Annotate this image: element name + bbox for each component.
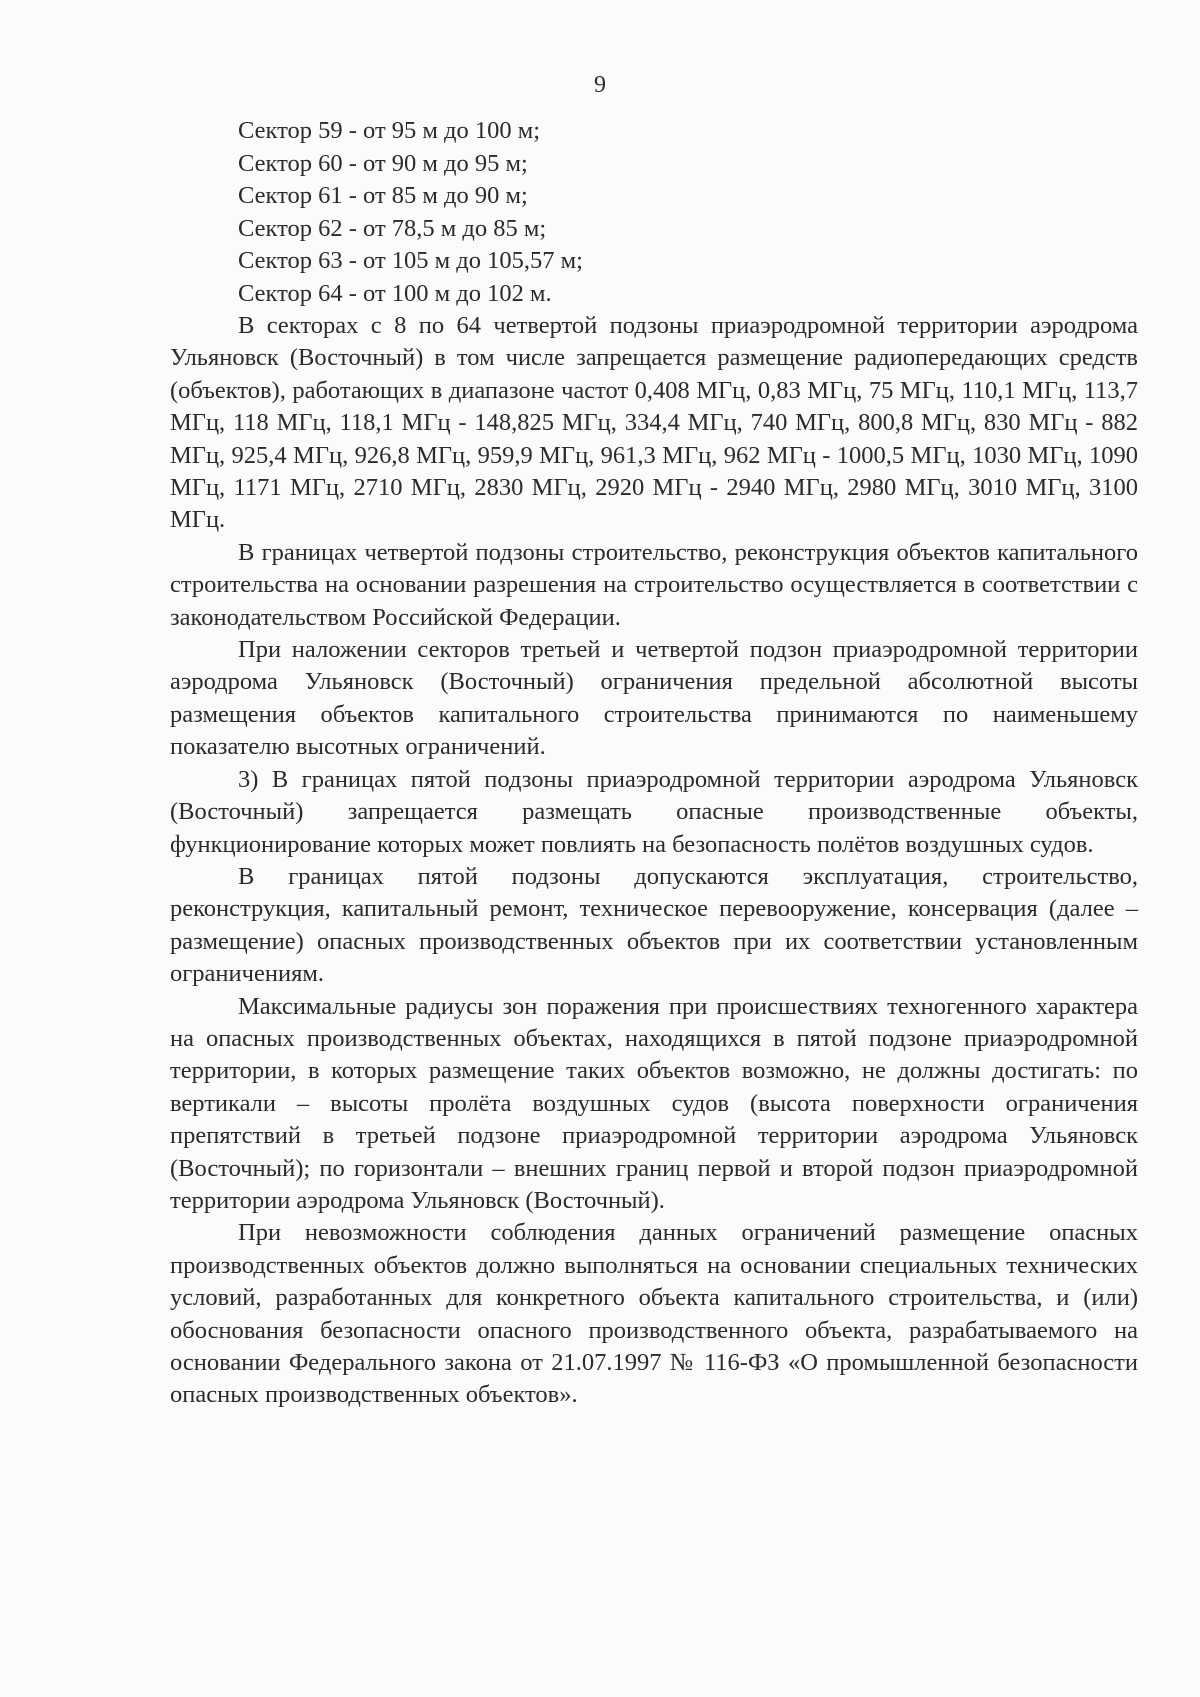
page-number: 9: [594, 72, 606, 98]
paragraph-construction-fourth-subzone: В границах четвертой подзоны строительство, реконструкция объектов капитального строительства на основании разрешения на строительство осуществляется в соответствии с законодательством Российской Федерации.: [170, 538, 1138, 631]
paragraph-damage-radii: Максимальные радиусы зон поражения при происшествиях техногенного характера на опасных производственных объектах, находящихся в пятой подзоне приаэродромной территории, в которых размещение таких объектов возможно, не должны достигать: по вертикали – высоты пролёта воздушных судов (высота поверхности ограничения препятствий в третьей подзоне приаэродромной территории аэродрома Ульяновск (Восточный); по горизонтали – внешних границ первой и второй подзон приаэродромной территории аэродрома Ульяновск (Восточный).: [170, 992, 1138, 1214]
paragraph-fifth-subzone-allowed: В границах пятой подзоны допускаются эксплуатация, строительство, реконструкция, капитальный ремонт, техническое перевооружение, консервация (далее – размещение) опасных производственных объектов при их соответствии установленным ограничениям.: [170, 862, 1138, 988]
paragraph-special-conditions: При невозможности соблюдения данных ограничений размещение опасных производственных объектов должно выполняться на основании специальных технических условий, разработанных для конкретного объекта капитального строительства, и (или) обоснования безопасности опасного производственного объекта, разрабатываемого на основании Федерального закона от 21.07.1997 № 116-ФЗ «О промышленной безопасности опасных производственных объектов».: [170, 1219, 1138, 1409]
sector-item-61: Сектор 61 - от 85 м до 90 м;: [238, 182, 528, 209]
sector-list: [238, 115, 583, 310]
sector-item-62: Сектор 62 - от 78,5 м до 85 м;: [238, 214, 547, 242]
sector-item-64: Сектор 64 - от 100 м до 102 м.: [238, 279, 552, 307]
sector-item-60: Сектор 60 - от 90 м до 95 м;: [238, 149, 528, 177]
sector-item-63: Сектор 63 - от 105 м до 105,57 м;: [238, 247, 583, 274]
paragraph-fifth-subzone-prohibition: 3) В границах пятой подзоны приаэродромной территории аэродрома Ульяновск (Восточный) запрещается размещать опасные производственные объекты, функционирование которых может повлиять на безопасность полётов воздушных судов.: [170, 765, 1138, 858]
paragraph-radio-frequencies: В секторах с 8 по 64 четвертой подзоны приаэродромной территории аэродрома Ульяновск (Восточный) в том числе запрещается размещение радиопередающих средств (объектов), работающих в диапазоне частот 0,408 МГц, 0,83 МГц, 75 МГц, 110,1 МГц, 113,7 МГц, 118 МГц, 118,1 МГц - 148,825 МГц, 334,4 МГц, 740 МГц, 800,8 МГц, 830 МГц - 882 МГц, 925,4 МГц, 926,8 МГц, 959,9 МГц, 961,3 МГц, 962 МГц - 1000,5 МГц, 1030 МГц, 1090 МГц, 1171 МГц, 2710 МГц, 2830 МГц, 2920 МГц - 2940 МГц, 2980 МГц, 3010 МГц, 3100 МГц.: [170, 312, 1138, 534]
paragraph-sector-overlap: При наложении секторов третьей и четвертой подзон приаэродромной территории аэродрома Ульяновск (Восточный) ограничения предельной абсолютной высоты размещения объектов капитального строительства принимаются по наименьшему показателю высотных ограничений.: [170, 636, 1138, 761]
sector-item-59: Сектор 59 - от 95 м до 100 м;: [238, 117, 541, 144]
document-body: [170, 310, 1138, 1412]
